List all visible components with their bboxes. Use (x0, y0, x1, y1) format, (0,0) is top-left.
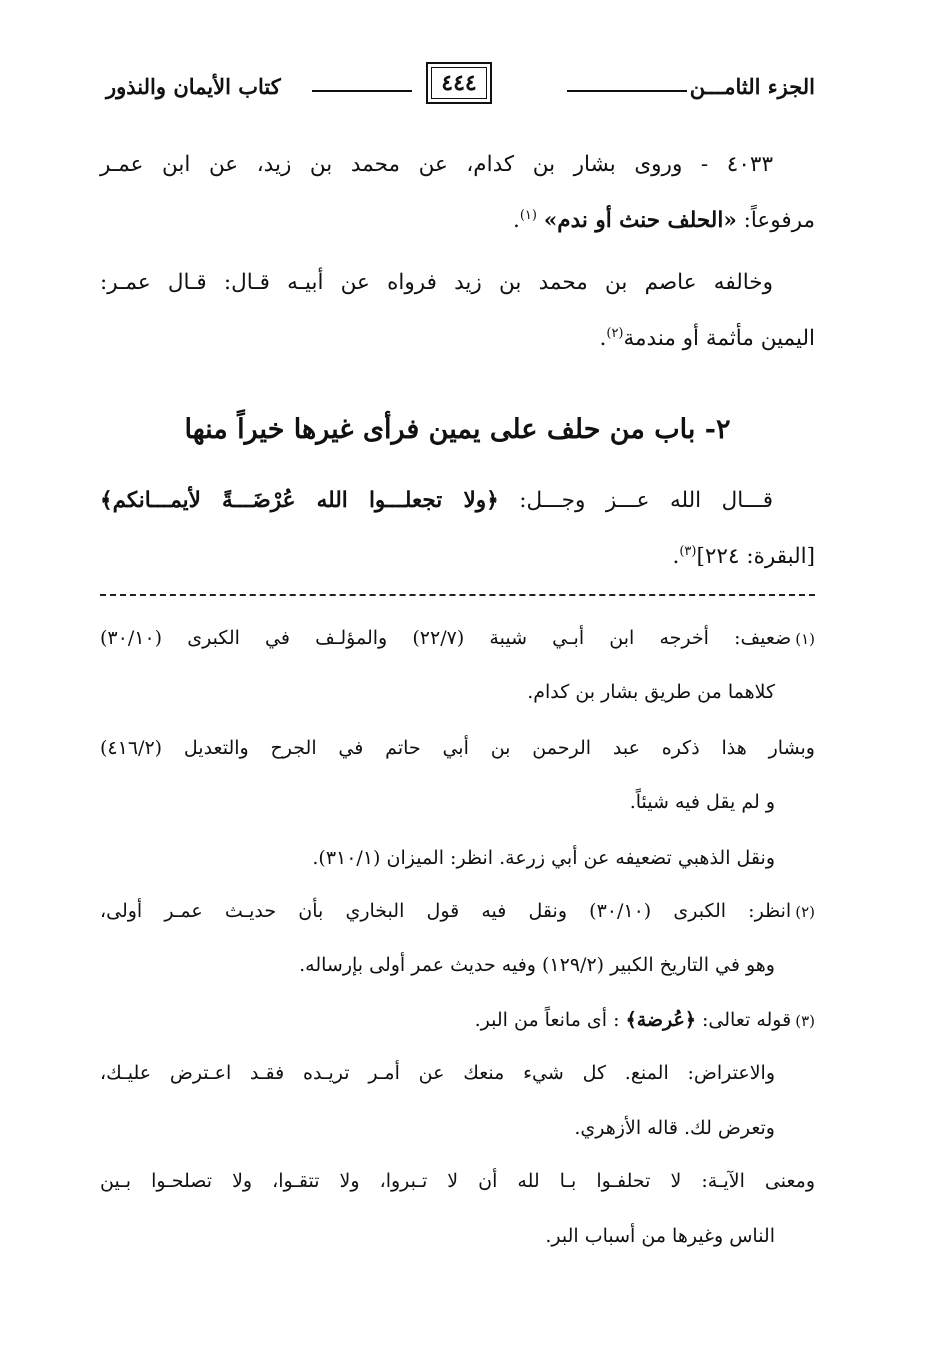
variant-line-1: وخالفه عاصم بن محمد بن زيد فرواه عن أبيـه قـال: قـال عمـر: (100, 270, 773, 295)
footnote-2-line-1 (100, 897, 815, 926)
footnote-3-line-4: ومعنى الآيـة: لا تحلفـوا بـا لله أن لا تـبروا، ولا تتقـوا، ولا تصلحـوا بـين (100, 1170, 815, 1192)
footnote-1-line-4: و لم يقل فيه شيئاً. (629, 791, 775, 813)
footnote-ref-3: (٣) (679, 543, 697, 559)
verse-intro: قـــال الله عـــز وجـــل: (498, 488, 773, 513)
running-header (100, 62, 815, 114)
hadith-4033-line-2 (100, 206, 815, 236)
header-rule-right (567, 90, 687, 92)
variant-text: اليمين مأثمة أو مندمة (623, 326, 815, 351)
footnote-2-text-1: انظر: الكبرى (٣٠/١٠) ونقل فيه قول البخاري بأن حديـث عمـر أولى، (100, 900, 792, 922)
footnote-3-line-2: والاعتراض: المنع. كل شيء منعك عن أمـر تريـده فقـد اعـترض عليـك، (100, 1062, 775, 1084)
verse-line-2 (100, 542, 815, 572)
footnote-3-post: : أى مانعاً من البر. (474, 1009, 626, 1031)
footnote-3-line-3: وتعرض لك. قاله الأزهري. (574, 1117, 775, 1139)
footnote-1-line-2: كلاهما من طريق بشار بن كدام. (527, 681, 775, 703)
hadith-4033-prefix: مرفوعاً: (736, 208, 815, 233)
chapter-title: ٢- باب من حلف على يمين فرأى غيرها خيراً منها (184, 414, 731, 445)
page-number: ٤٤٤ (431, 67, 487, 99)
footnote-3-word: ﴿عُرضة﴾ (625, 1009, 696, 1031)
verse-end: . (672, 544, 680, 569)
footnote-3-number: (٣) (795, 1012, 815, 1030)
header-rule-left (312, 90, 412, 92)
footnote-divider (100, 594, 815, 596)
header-part: الجزء الثامـــن (689, 74, 815, 99)
footnote-3-prefix: قوله تعالى: (695, 1009, 792, 1031)
footnote-1-line-5: ونقل الذهبي تضعيفه عن أبي زرعة. انظر: الميزان (٣١٠/١). (312, 847, 775, 869)
footnote-2-line-2: وهو في التاريخ الكبير (١٢٩/٢) وفيه حديث عمر أولى بإرساله. (299, 954, 775, 976)
hadith-4033-line-1: ٤٠٣٣ - وروى بشار بن كدام، عن محمد بن زيد، عن ابن عمـر (100, 152, 773, 177)
verse-text: ﴿ولا تجعلـــوا الله عُرْضَـــةً لأيمـــانكم﴾ (100, 488, 499, 513)
page-number-box (426, 62, 492, 104)
footnote-1-number: (١) (795, 630, 815, 648)
footnote-ref-2: (٢) (606, 325, 624, 341)
footnote-1-line-3: وبشار هذا ذكره عبد الرحمن بن أبي حاتم في الجرح والتعديل (٤١٦/٢) (100, 737, 815, 759)
hadith-4033-quote: «الحلف حنث أو ندم» (543, 208, 737, 233)
footnote-1-text-1: ضعيف: أخرجه ابن أبـي شيبة (٢٢/٧) والمؤلـف في الكبرى (٣٠/١٠) (100, 627, 792, 649)
variant-line-2 (100, 324, 815, 354)
header-book-title: كتاب الأيمان والنذور (106, 74, 281, 99)
variant-end: . (599, 326, 607, 351)
footnote-2-number: (٢) (795, 903, 815, 921)
footnote-ref-1: (١) (519, 207, 537, 223)
verse-citation: [البقرة: ٢٢٤] (696, 544, 815, 569)
hadith-4033-end: . (513, 208, 520, 233)
footnote-3-line-5: الناس وغيرها من أسباب البر. (545, 1225, 775, 1247)
footnote-1-line-1 (100, 624, 815, 653)
verse-line-1 (100, 486, 815, 516)
footnote-3-line-1 (100, 1006, 815, 1035)
